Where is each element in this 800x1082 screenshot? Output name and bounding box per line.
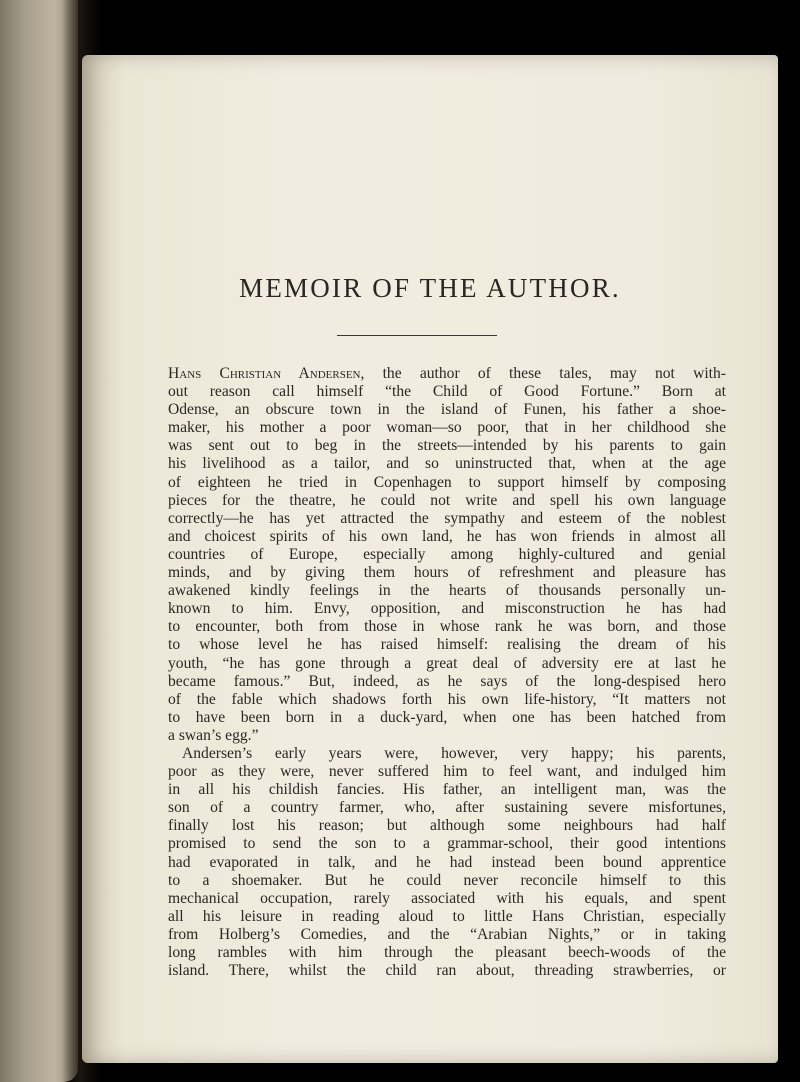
- text-line: became famous.” But, indeed, as he says of the long-despised hero: [168, 672, 726, 690]
- author-name-small-caps: Hans Christian Andersen,: [168, 365, 365, 382]
- text-line: to a shoemaker. But he could never reconcile himself to this: [168, 871, 726, 889]
- text-line: out reason call himself “the Child of Good Fortune.” Born at: [168, 383, 726, 401]
- text-line: a swan’s egg.”: [168, 726, 259, 744]
- text-line: Hans Christian Andersen, the author of these tales, may not with-: [168, 365, 726, 382]
- text-line: in all his childish fancies. His father, an intelligent man, was the: [168, 781, 726, 799]
- text-line: of the fable which shadows forth his own life-history, “It matters not: [168, 690, 726, 708]
- text-line: correctly—he has yet attracted the sympathy and esteem of the noblest: [168, 509, 726, 527]
- text-line: had evaporated in talk, and he had instead been bound apprentice: [168, 853, 726, 871]
- text-line: finally lost his reason; but although some neighbours had half: [168, 817, 726, 835]
- memoir-text: [168, 365, 726, 980]
- text-line: island. There, whilst the child ran about, threading strawberries, or: [168, 962, 726, 980]
- text-line: Odense, an obscure town in the island of Funen, his father a shoe-: [168, 401, 726, 419]
- text-line: was sent out to beg in the streets—intended by his parents to gain: [168, 437, 726, 455]
- text-line: youth, “he has gone through a great deal of adversity ere at last he: [168, 654, 726, 672]
- text-line: of eighteen he tried in Copenhagen to support himself by composing: [168, 473, 726, 491]
- text-line: son of a country farmer, who, after sustaining severe misfortunes,: [168, 799, 726, 817]
- text-line: to encounter, both from those in whose rank he was born, and those: [168, 618, 726, 636]
- text-line: his livelihood as a tailor, and so uninstructed that, when at the age: [168, 455, 726, 473]
- text-line: mechanical occupation, rarely associated with his equals, and spent: [168, 889, 726, 907]
- text-line: pieces for the theatre, he could not write and spell his own language: [168, 491, 726, 509]
- text-line: and choicest spirits of his own land, he has won friends in almost all: [168, 527, 726, 545]
- text-line: Andersen’s early years were, however, very happy; his parents,: [182, 744, 726, 762]
- text-line: from Holberg’s Comedies, and the “Arabian Nights,” or in taking: [168, 925, 726, 943]
- text-line: minds, and by giving them hours of refreshment and pleasure has: [168, 564, 726, 582]
- text-line: known to him. Envy, opposition, and misconstruction he has had: [168, 600, 726, 618]
- text-line: to whose level he has raised himself: realising the dream of his: [168, 636, 726, 654]
- text-line: poor as they were, never suffered him to feel want, and indulged him: [168, 763, 726, 781]
- title-rule: [337, 335, 497, 336]
- book-page: [82, 55, 778, 1063]
- text-line: to have been born in a duck-yard, when one has been hatched from: [168, 708, 726, 726]
- text-line: promised to send the son to a grammar-school, their good intentions: [168, 835, 726, 853]
- text-line: countries of Europe, especially among highly-cultured and genial: [168, 545, 726, 563]
- text-line: long rambles with him through the pleasant beech-woods of the: [168, 944, 726, 961]
- text-line: all his leisure in reading aloud to little Hans Christian, especially: [168, 907, 726, 925]
- text-line: awakened kindly feelings in the hearts of thousands personally un-: [168, 582, 726, 600]
- text-line: maker, his mother a poor woman—so poor, that in her childhood she: [168, 419, 726, 437]
- page-title: MEMOIR OF THE AUTHOR.: [239, 273, 621, 303]
